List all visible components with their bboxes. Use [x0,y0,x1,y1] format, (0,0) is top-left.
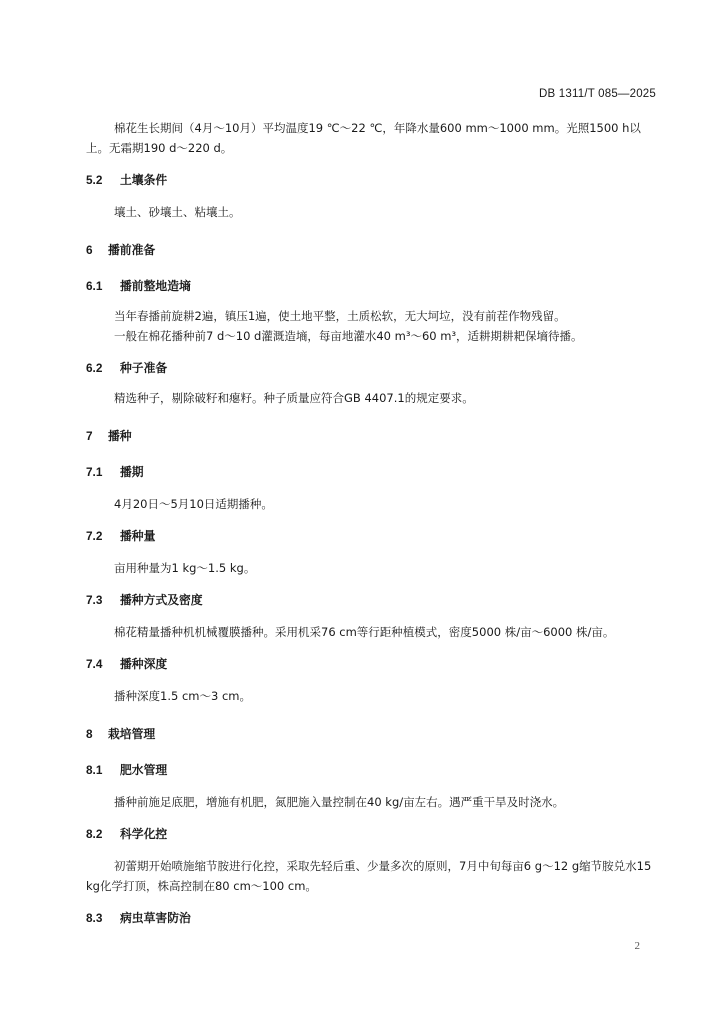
section-title: 播种 [108,429,132,443]
section-number: 8.3 [86,911,103,925]
section-title: 栽培管理 [108,727,156,741]
section-number: 7.3 [86,593,103,607]
section-title: 病虫草害防治 [120,911,191,925]
section-title: 种子准备 [120,361,168,375]
section-7-4-text: 播种深度1.5 cm～3 cm。 [114,689,251,703]
section-title: 播期 [120,465,144,479]
section-7-4-heading [86,654,660,674]
section-6-2-heading [86,358,660,378]
section-5-2-text: 壤土、砂壤土、粘壤土。 [114,205,241,219]
section-number: 8 [86,727,93,741]
section-6-1-paragraph-1: 当年春播前旋耕2遍，镇压1遍，使土地平整，土质松软，无大坷垃，没有前茬作物残留。 [114,309,566,323]
section-title: 播前整地造墒 [120,279,191,293]
section-7-2-text: 亩用种量为1 kg～1.5 kg。 [114,561,256,575]
section-number: 6.2 [86,361,103,375]
section-title: 科学化控 [120,827,168,841]
section-8-2-text: 初蕾期开始喷施缩节胺进行化控，采取先轻后重、少量多次的原则，7月中旬每亩6 g～12 g缩节胺兑水15 kg化学打顶，株高控制在80 cm～100 cm。 [86,859,652,893]
section-title: 播种量 [120,529,156,543]
section-number: 7.2 [86,529,103,543]
section-7-3-text: 棉花精量播种机机械覆膜播种。采用机采76 cm等行距种植模式，密度5000 株/亩～6000 株/亩。 [114,625,615,639]
section-7-3-heading [86,590,660,610]
section-6-2-text: 精选种子，剔除破籽和瘪籽。种子质量应符合GB 4407.1的规定要求。 [114,391,474,405]
section-number: 5.2 [86,173,103,187]
section-7-1-heading [86,462,660,482]
section-8-2-heading [86,824,660,844]
section-8-3-heading [86,908,660,928]
section-8-1-text: 播种前施足底肥，增施有机肥，氮肥施入量控制在40 kg/亩左右。遇严重干旱及时浇水。 [114,795,565,809]
section-8-1-heading [86,760,660,780]
section-title: 播前准备 [108,243,156,257]
section-number: 8.1 [86,763,103,777]
section-title: 土壤条件 [120,173,168,187]
section-title: 播种方式及密度 [120,593,203,607]
document-code: DB 1311/T 085—2025 [539,88,656,100]
section-number: 8.2 [86,827,103,841]
section-number: 7.1 [86,465,103,479]
section-8-heading [86,724,660,744]
section-7-2-heading [86,526,660,546]
section-7-1-text: 4月20日～5月10日适期播种。 [114,497,273,511]
section-6-heading [86,240,660,260]
section-number: 7.4 [86,657,103,671]
section-6-1-heading [86,276,660,296]
document-body [86,118,660,928]
section-number: 6.1 [86,279,103,293]
intro-paragraph: 棉花生长期间（4月～10月）平均温度19 ℃～22 ℃，年降水量600 mm～1000 mm。光照1500 h以上。无霜期190 d～220 d。 [86,121,641,155]
section-title: 肥水管理 [120,763,168,777]
section-7-heading [86,426,660,446]
section-number: 6 [86,243,93,257]
section-title: 播种深度 [120,657,168,671]
section-number: 7 [86,429,93,443]
section-6-1-paragraph-2: 一般在棉花播种前7 d～10 d灌溉造墒，每亩地灌水40 m³～60 m³，适耕期耕耙保墒待播。 [114,329,583,343]
section-5-2-heading [86,170,660,190]
page-number: 2 [634,940,640,952]
